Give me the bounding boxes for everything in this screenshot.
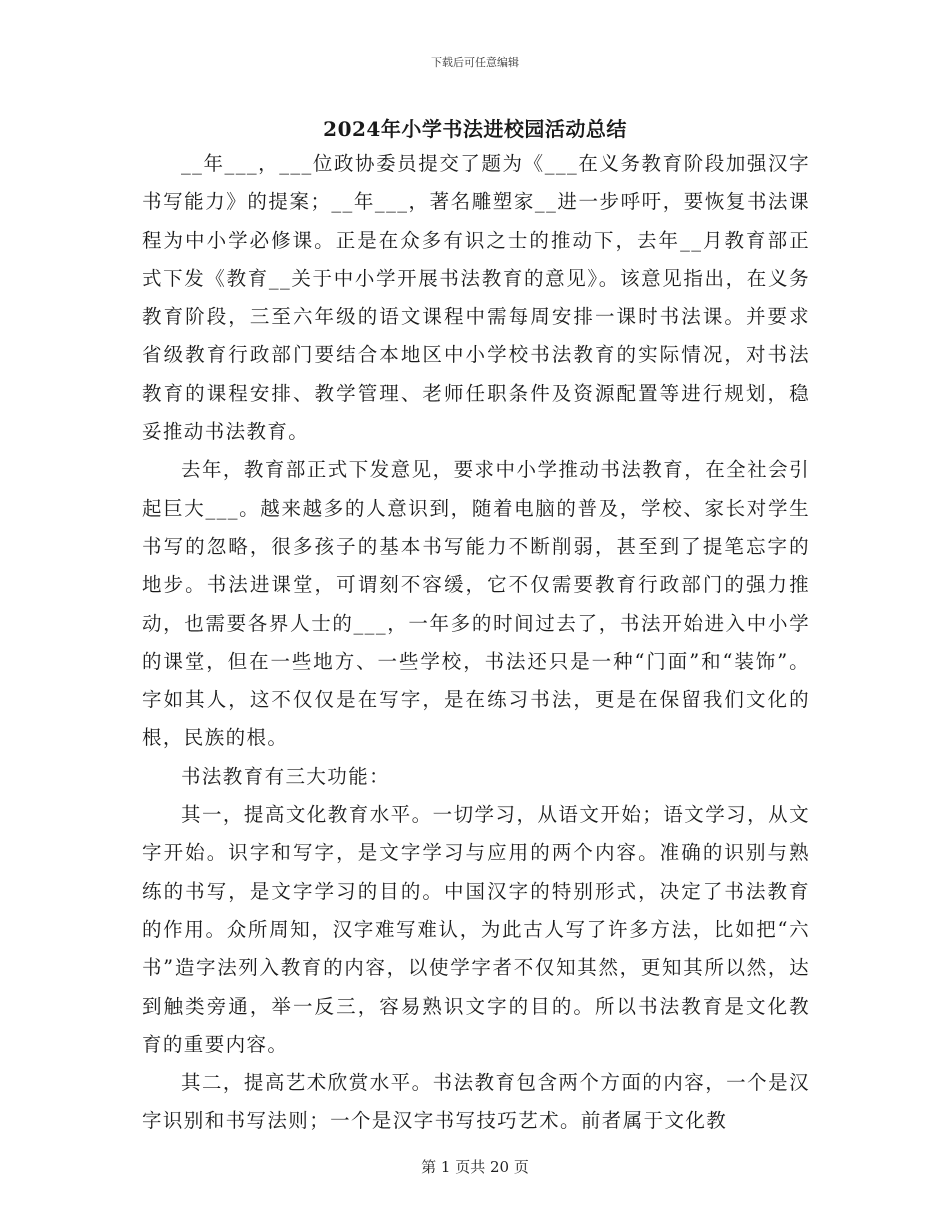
body-paragraph: 书法教育有三大功能： xyxy=(181,764,391,788)
body-paragraph: __年___，___位政协委员提交了题为《___在义务教育阶段加强汉字书写能力》的提案；__年___，著名雕塑家__进一步呼吁，要恢复书法课程为中小学必修课。正是在众多有识之士的推动下，去年__月教育部正式下发《教育__关于中小学开展书法教育的意见》。该意见指出，在义务教育阶段，三至六年级的语文课程中需每周安排一课时书法课。并要求省级教育行政部门要结合本地区中小学校书法教育的实际情况，对书法教育的课程安排、教学管理、老师任职条件及资源配置等进行规划，稳妥推动书法教育。 xyxy=(142,152,810,444)
body-paragraph: 其一，提高文化教育水平。一切学习，从语文开始；语文学习，从文字开始。识字和写字，是文字学习与应用的两个内容。准确的识别与熟练的书写，是文字学习的目的。中国汉字的特别形式，决定了书法教育的作用。众所周知，汉字难写难认，为此古人写了许多方法，比如把“六书”造字法列入教育的内容，以使学字者不仅知其然，更知其所以然，达到触类旁通，举一反三，容易熟识文字的目的。所以书法教育是文化教育的重要内容。 xyxy=(142,803,810,1056)
page-number-footer: 第 1 页共 20 页 xyxy=(421,1158,529,1176)
page-header-note: 下载后可任意编辑 xyxy=(431,56,519,69)
document-body xyxy=(142,145,810,1141)
document-title: 2024年小学书法进校园活动总结 xyxy=(323,117,627,141)
body-paragraph: 去年，教育部正式下发意见，要求中小学推动书法教育，在全社会引起巨大___。越来越多的人意识到，随着电脑的普及，学校、家长对学生书写的忽略，很多孩子的基本书写能力不断削弱，甚至到了提笔忘字的地步。书法进课堂，可谓刻不容缓，它不仅需要教育行政部门的强力推动，也需要各界人士的___，一年多的时间过去了，书法开始进入中小学的课堂，但在一些地方、一些学校，书法还只是一种“门面”和“装饰”。字如其人，这不仅仅是在写字，是在练习书法，更是在保留我们文化的根，民族的根。 xyxy=(142,458,810,750)
body-paragraph: 其二，提高艺术欣赏水平。书法教育包含两个方面的内容，一个是汉字识别和书写法则；一个是汉字书写技巧艺术。前者属于文化教 xyxy=(142,1071,810,1133)
